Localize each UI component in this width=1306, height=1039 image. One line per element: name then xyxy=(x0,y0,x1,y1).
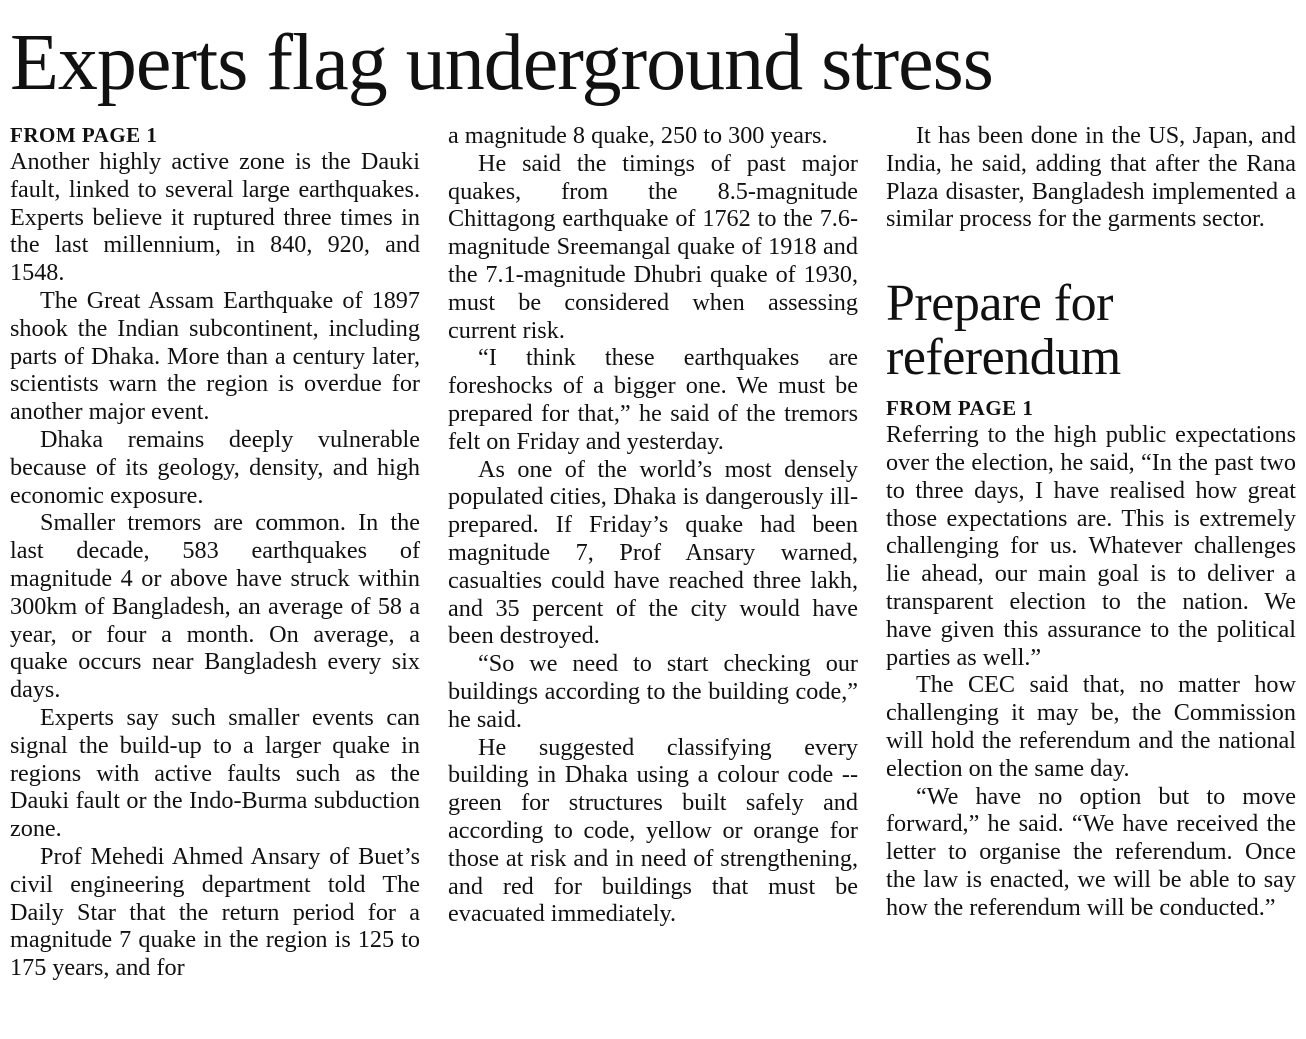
column-3 xyxy=(886,122,1296,922)
main-headline: Experts flag underground stress xyxy=(10,19,993,107)
second-story-headline: Prepare for referendum xyxy=(886,275,1121,387)
continuation-kicker: FROM PAGE 1 xyxy=(886,396,1034,421)
body-paragraph: As one of the world’s most densely populated cities, Dhaka is dangerously ill-prepared. If Friday’s quake had been magnitude 7, Prof Ansary warned, casualties could have reached three lakh, and 35 percent of the city would have been destroyed. xyxy=(448,455,858,650)
column-2 xyxy=(448,122,858,928)
body-paragraph: Another highly active zone is the Dauki fault, linked to several large earthquakes. Experts believe it ruptured three times in the last millennium, in 840, 920, and 1548. xyxy=(10,148,420,287)
body-paragraph: Prof Mehedi Ahmed Ansary of Buet’s civil engineering department told The Daily Star that the return period for a magnitude 7 quake in the region is 125 to 175 years, and for xyxy=(10,842,420,982)
body-paragraph: The Great Assam Earthquake of 1897 shook the Indian subcontinent, including parts of Dhaka. More than a century later, scientists warn the region is overdue for another major event. xyxy=(10,286,420,426)
body-paragraph: The CEC said that, no matter how challenging it may be, the Commission will hold the referendum and the national election on the same day. xyxy=(886,671,1296,782)
body-paragraph: Experts say such smaller events can signal the build-up to a larger quake in regions with active faults such as the Dauki fault or the Indo-Burma subduction zone. xyxy=(10,703,420,843)
body-paragraph: Smaller tremors are common. In the last decade, 583 earthquakes of magnitude 4 or above have struck within 300km of Bangladesh, an average of 58 a year, or four a month. On average, a quake occurs near Bangladesh every six days. xyxy=(10,509,420,704)
body-paragraph: It has been done in the US, Japan, and India, he said, adding that after the Rana Plaza disaster, Bangladesh implemented a similar process for the garments sector. xyxy=(886,122,1296,233)
body-paragraph: He said the timings of past major quakes, from the 8.5-magnitude Chittagong earthquake of 1762 to the 7.6-magnitude Sreemangal quake of 1918 and the 7.1-magnitude Dhubri quake of 1930, must be considered when assessing current risk. xyxy=(448,149,858,344)
body-paragraph: “I think these earthquakes are foreshocks of a bigger one. We must be prepared for that,” he said of the tremors felt on Friday and yesterday. xyxy=(448,344,858,455)
body-paragraph: “So we need to start checking our buildings according to the building code,” he said. xyxy=(448,650,858,733)
continuation-kicker: FROM PAGE 1 xyxy=(10,123,158,147)
body-paragraph: a magnitude 8 quake, 250 to 300 years. xyxy=(448,122,828,149)
column-1 xyxy=(10,122,420,982)
body-paragraph: He suggested classifying every building in Dhaka using a colour code -- green for structures built safely and according to code, yellow or orange for those at risk and in need of strengthening, and red for buildings that must be evacuated immediately. xyxy=(448,733,858,928)
body-paragraph: Referring to the high public expectations over the election, he said, “In the past two to three days, I have realised how great those expectations are. This is extremely challenging for us. Whatever challenges lie ahead, our main goal is to deliver a transparent election to the nation. We have given this assurance to the political parties as well.” xyxy=(886,421,1296,671)
body-paragraph: “We have no option but to move forward,” he said. “We have received the letter to organise the referendum. Once the law is enacted, we will be able to say how the referendum will be conducted.” xyxy=(886,782,1296,921)
body-paragraph: Dhaka remains deeply vulnerable because of its geology, density, and high economic exposure. xyxy=(10,425,420,509)
